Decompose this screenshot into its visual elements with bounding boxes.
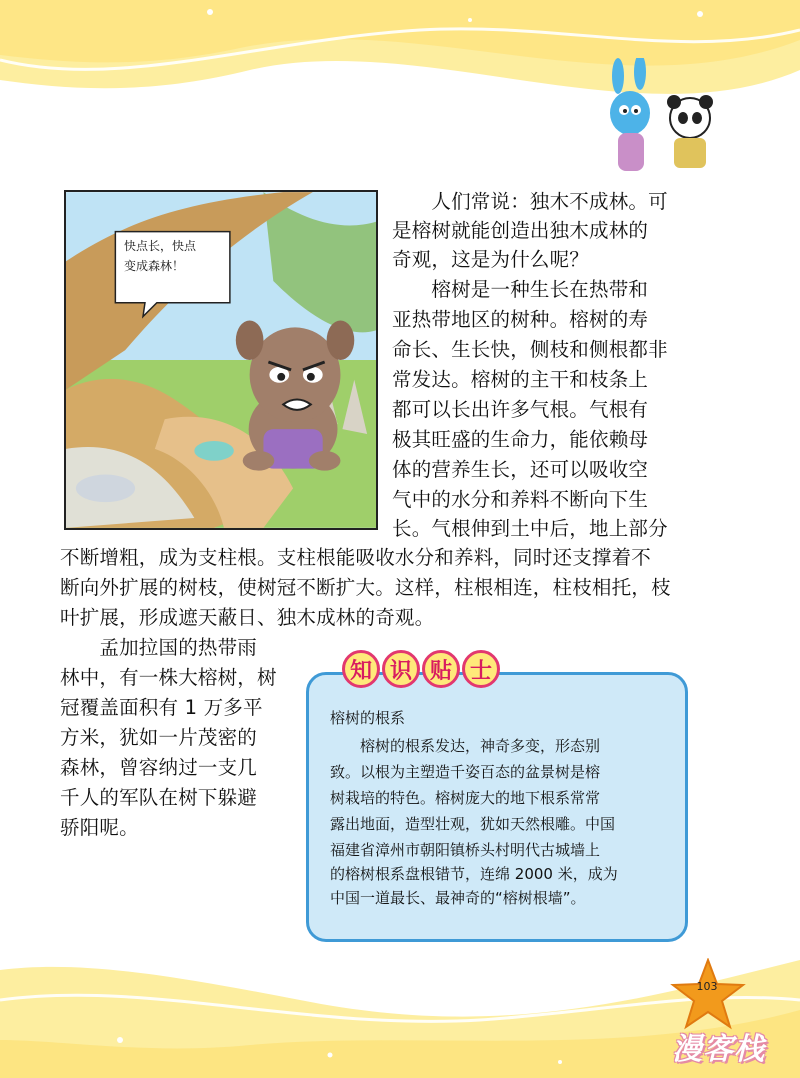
tip-text-line: 的榕树根系盘根错节，连绵 2000 米，成为 — [330, 865, 618, 883]
text-line: 常发达。榕树的主干和枝条上 — [392, 368, 649, 391]
text-line: 方米，犹如一片茂密的 — [60, 726, 258, 749]
text-line: 叶扩展，形成遮天蔽日、独木成林的奇观。 — [60, 606, 435, 629]
text-line: 千人的军队在树下躲避 — [60, 786, 258, 809]
speech-bubble — [124, 236, 228, 276]
watermark-logo: 漫客栈 — [672, 1032, 765, 1067]
text-line: 体的营养生长，还可以吸收空 — [392, 458, 649, 481]
text-line: 冠覆盖面积有 1 万多平 — [60, 696, 263, 719]
text-line: 命长、生长快，侧枝和侧根都非 — [392, 338, 668, 361]
text-line: 长。气根伸到土中后，地上部分 — [392, 517, 668, 540]
tip-text-line: 中国一道最长、最神奇的“榕树根墙”。 — [330, 889, 586, 907]
text-line: 榕树是一种生长在热带和 — [392, 278, 649, 301]
text-line: 极其旺盛的生命力，能依赖母 — [392, 428, 649, 451]
tip-title-char: 知 — [342, 650, 380, 688]
knowledge-tip-title — [342, 650, 500, 694]
tip-title-char: 识 — [382, 650, 420, 688]
tip-text-line: 树栽培的特色。榕树庞大的地下根系常常 — [330, 789, 601, 807]
tip-title-char: 士 — [462, 650, 500, 688]
tip-text-line: 榕树的根系发达，神奇多变，形态别 — [330, 737, 601, 755]
text-line: 骄阳呢。 — [60, 816, 139, 839]
tip-text-line: 福建省漳州市朝阳镇桥头村明代古城墙上 — [330, 841, 601, 859]
text-line: 林中，有一株大榕树，树 — [60, 666, 277, 689]
text-line: 亚热带地区的树种。榕树的寿 — [392, 308, 649, 331]
text-line: 森林，曾容纳过一支几 — [60, 756, 258, 779]
text-line: 人们常说：独木不成林。可 — [392, 190, 668, 213]
text-line: 断向外扩展的树枝，使树冠不断扩大。这样，柱根相连，柱枝相托，枝 — [60, 576, 671, 599]
mascot-characters — [590, 58, 740, 178]
tip-text-line: 露出地面，造型壮观，犹如天然根雕。中国 — [330, 815, 616, 833]
star-icon — [670, 958, 746, 1030]
speech-bubble-line: 快点长，快点 — [124, 239, 197, 253]
text-line: 奇观，这是为什么呢？ — [392, 248, 590, 271]
text-line: 是榕树就能创造出独木成林的 — [392, 219, 649, 242]
page-number: 103 — [696, 980, 718, 993]
tip-text-line: 致。以根为主塑造千姿百态的盆景树是榕 — [330, 763, 601, 781]
tip-title-char: 贴 — [422, 650, 460, 688]
text-line: 都可以长出许多气根。气根有 — [392, 398, 649, 421]
text-line: 不断增粗，成为支柱根。支柱根能吸收水分和养料，同时还支撑着不 — [60, 546, 652, 569]
comic-panel — [64, 190, 378, 530]
text-line: 孟加拉国的热带雨 — [60, 636, 258, 659]
text-line: 气中的水分和养料不断向下生 — [392, 488, 649, 511]
speech-bubble-line: 变成森林！ — [124, 259, 185, 273]
tip-heading: 榕树的根系 — [330, 709, 406, 727]
